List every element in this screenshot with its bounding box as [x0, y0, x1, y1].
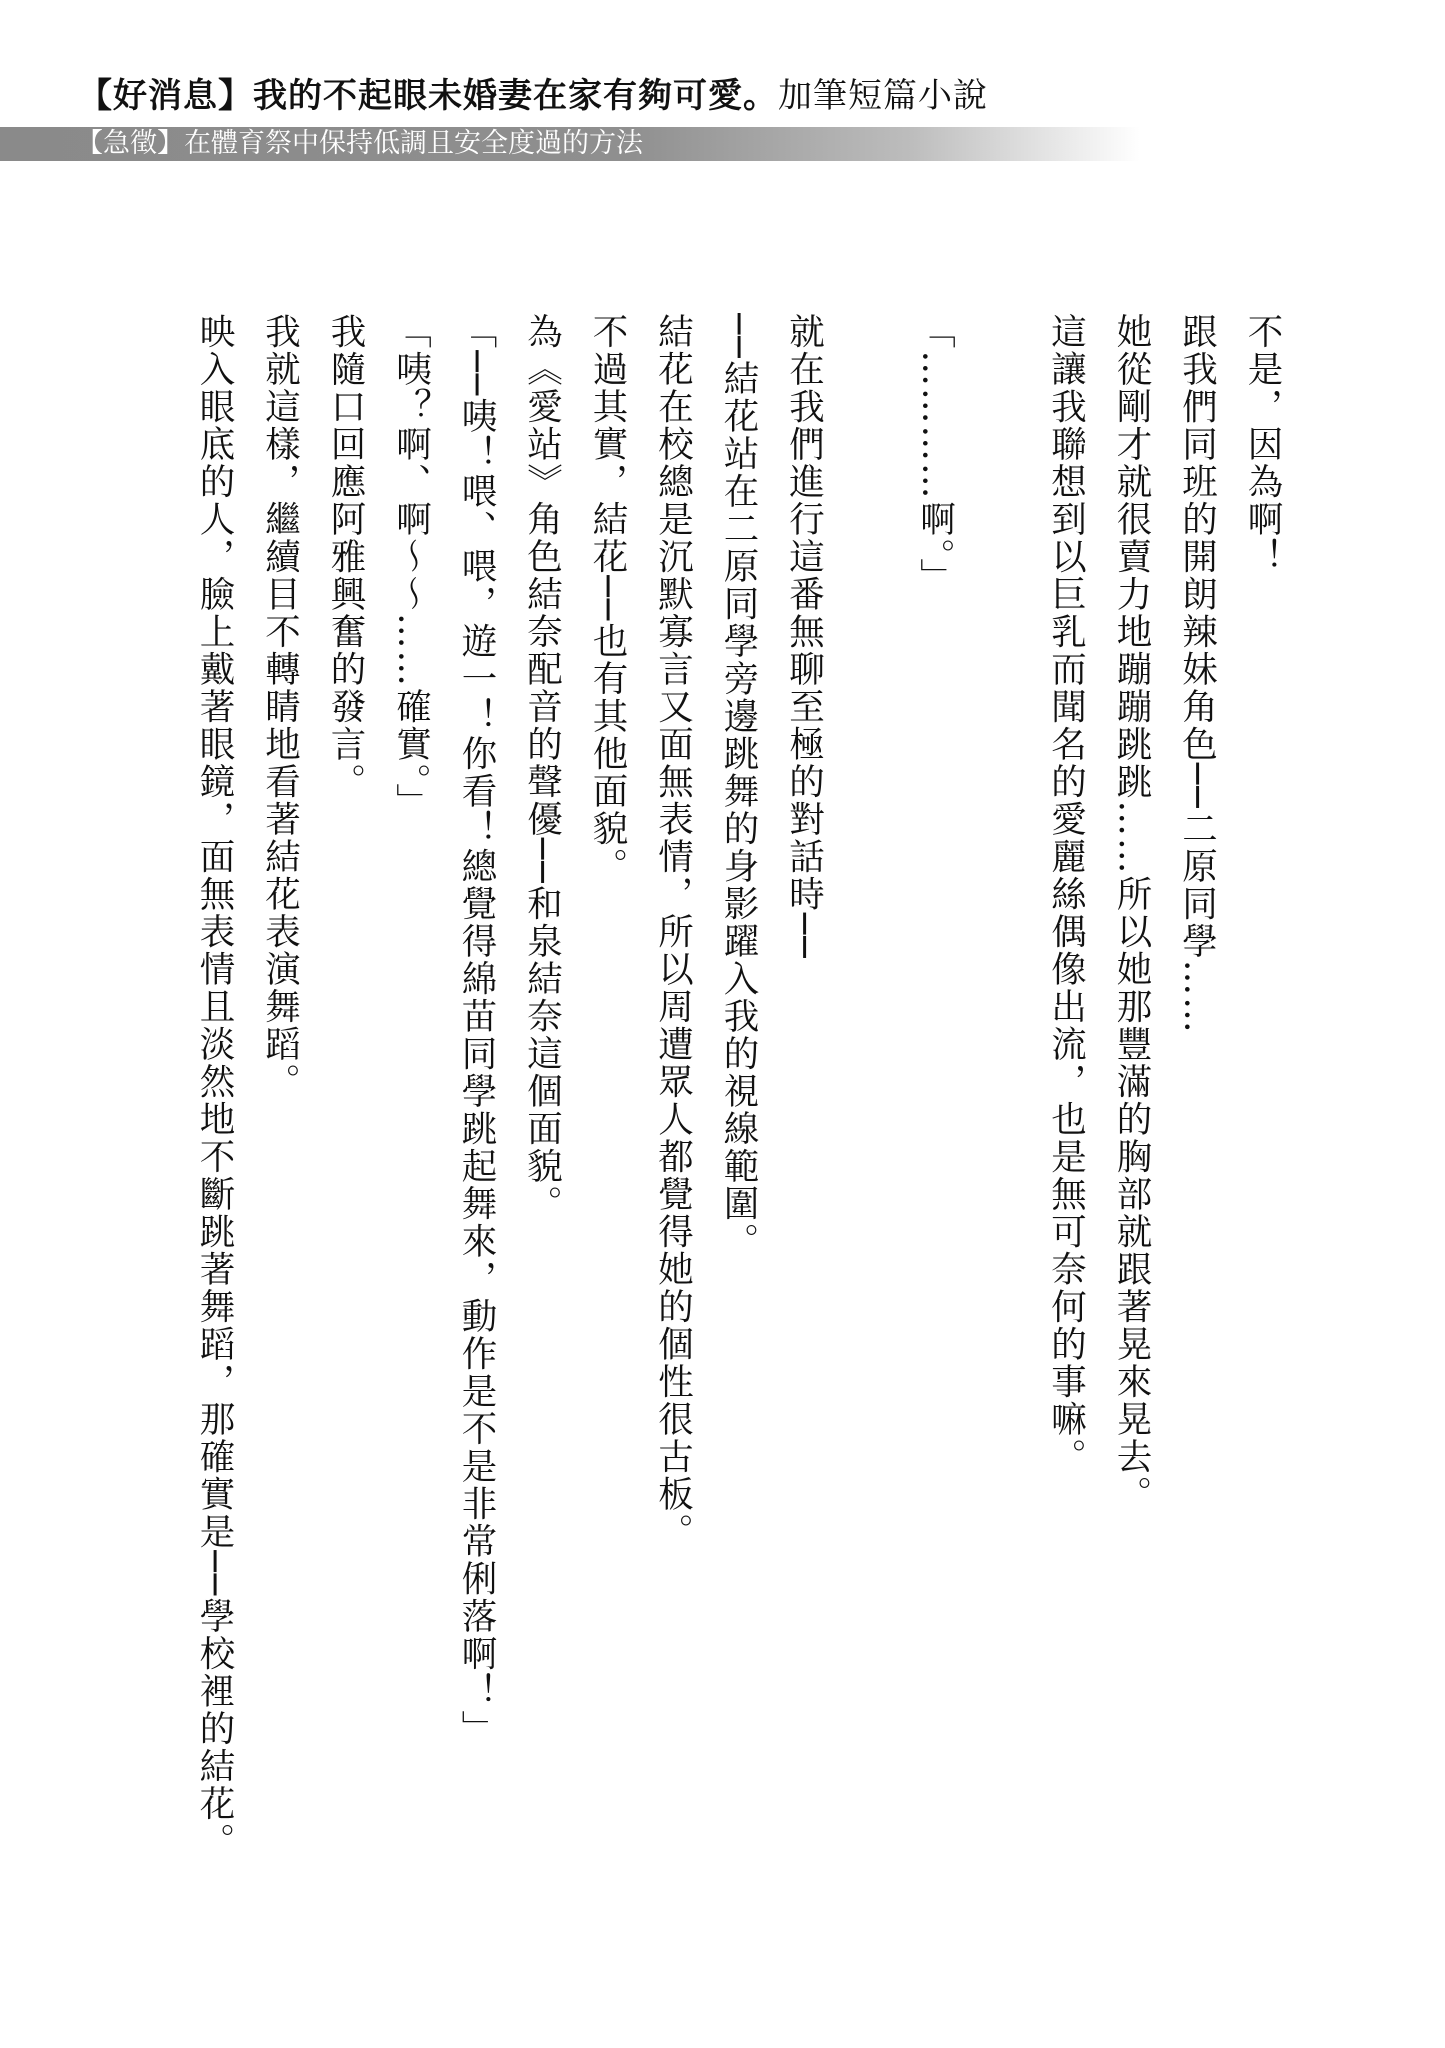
text-line: 這讓我聯想到以巨乳而聞名的愛麗絲偶像出流，也是無可奈何的事嘛。 [1045, 313, 1087, 1476]
text-line: 就在我們進行這番無聊至極的對話時── [783, 313, 825, 960]
chapter-title: 【急徵】在體育祭中保持低調且安全度過的方法 [76, 128, 643, 159]
book-title-main: 【好消息】我的不起眼未婚妻在家有夠可愛。 [78, 76, 778, 116]
text-line: 我隨口回應阿雅興奮的發言。 [325, 313, 366, 801]
text-line: 「…………啊。」 [914, 313, 956, 596]
text-line: 結花在校總是沉默寡言又面無表情，所以周遭眾人都覺得她的個性很古板。 [652, 313, 694, 1551]
text-line: 「──咦！喂、喂，遊一！你看！總覺得綿苗同學跳起舞來，動作是不是非常俐落啊！」 [456, 313, 497, 1748]
text-line: 我就這樣，繼續目不轉睛地看著結花表演舞蹈。 [259, 313, 301, 1101]
text-line: 她從剛才就很賣力地蹦蹦跳跳……所以她那豐滿的胸部就跟著晃來晃去。 [1111, 313, 1152, 1513]
text-line: 不過其實，結花──也有其他面貌。 [587, 313, 628, 885]
blank-line [968, 313, 1034, 1873]
text-line: 跟我們同班的開朗辣妹角色──二原同學…… [1176, 313, 1218, 1035]
text-line: 「咦？啊、啊～～……確實。」 [390, 313, 432, 821]
book-title [78, 74, 988, 118]
text-line: 映入眼底的人，臉上戴著眼鏡，面無表情且淡然地不斷跳著舞蹈，那確實是──學校裡的結花。 [194, 313, 235, 1860]
text-line: 為《愛站》角色結奈配音的聲優──和泉結奈這個面貌。 [521, 313, 563, 1223]
body-text [115, 313, 1295, 1873]
blank-line [837, 313, 903, 1873]
text-line: 不是，因為啊！ [1242, 313, 1283, 576]
book-title-subtitle: 加筆短篇小說 [778, 76, 988, 116]
text-line: ──結花站在二原同學旁邊跳舞的身影躍入我的視線範圍。 [718, 313, 759, 1260]
